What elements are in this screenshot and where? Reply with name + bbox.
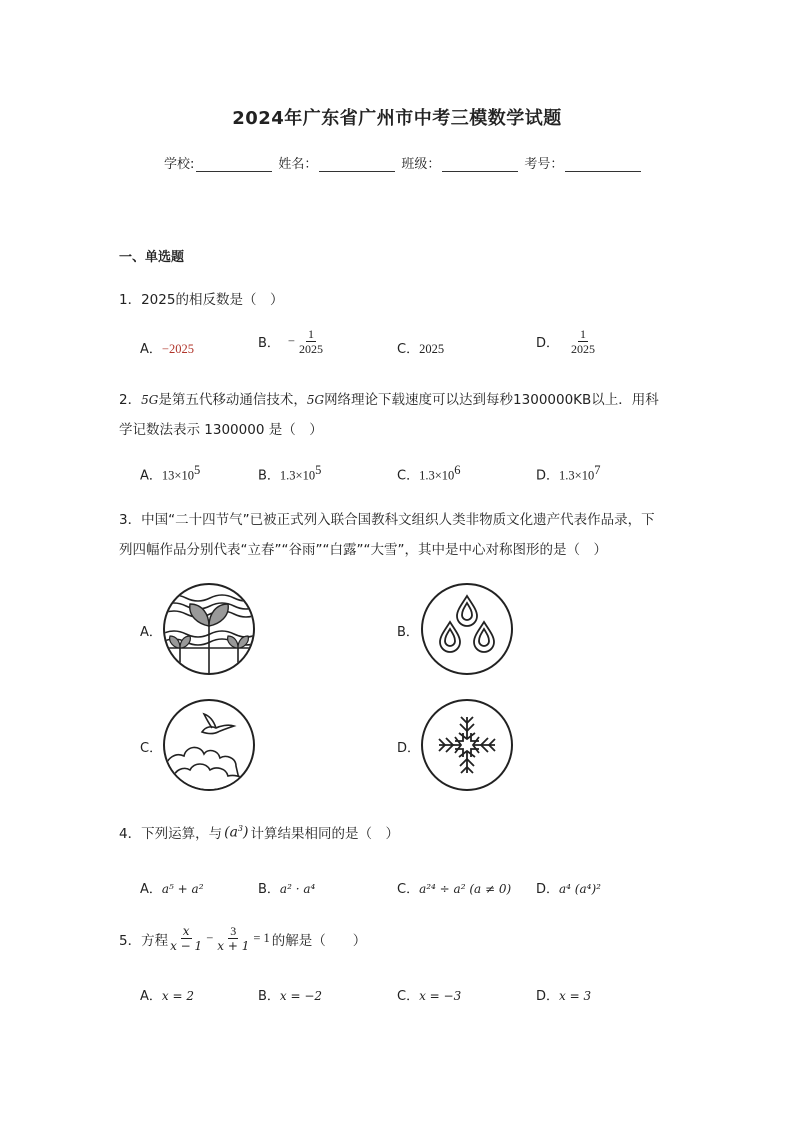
option-expression: a² · a⁴: [279, 882, 316, 896]
fraction-1: [168, 924, 204, 953]
base: 1.3×10: [419, 468, 455, 483]
q1-option-c: [397, 338, 444, 357]
q3-option-c-label: C．: [140, 741, 163, 756]
option-label: C．: [397, 882, 420, 897]
text-segment: 计算结果相同的是（ ）: [250, 826, 399, 842]
base: a: [229, 824, 238, 841]
guyu-raindrops-figure[interactable]: [420, 582, 514, 676]
exponent: 5: [193, 463, 201, 477]
option-expression: x = 3: [559, 989, 592, 1003]
option-label: D．: [536, 468, 560, 484]
q2-option-d: [536, 463, 600, 483]
q4-option-a: [140, 878, 204, 897]
number-blank[interactable]: [565, 157, 641, 172]
option-label: D．: [536, 882, 560, 897]
q5-option-a: [140, 985, 194, 1004]
q1-option-a: [140, 338, 194, 357]
option-expression: a⁵ + a²: [161, 882, 204, 896]
fraction: [297, 327, 325, 356]
option-label: B．: [258, 882, 280, 897]
exponent: 6: [454, 463, 461, 477]
text-segment: 的解是（ ）: [271, 932, 367, 949]
option-label: A．: [140, 882, 162, 897]
q3-option-a-label: A．: [140, 625, 162, 640]
base: 13×10: [161, 468, 194, 483]
option-label: A．: [140, 468, 162, 484]
question-4-stem: [119, 822, 399, 842]
option-label: B．: [258, 336, 280, 351]
denominator: 2025: [298, 342, 323, 356]
question-3-line-2: 列四幅作品分别代表“立春”“谷雨”“白露”“大雪”，其中是中心对称图形的是（ ）: [119, 542, 607, 558]
q4-option-b: [258, 878, 315, 897]
expression-power: $(a^3)$: [224, 823, 249, 841]
school-blank[interactable]: [196, 157, 272, 172]
option-label: B．: [258, 989, 280, 1004]
text-segment: 4．下列运算，与: [119, 826, 223, 842]
option-value: 2025: [419, 342, 445, 356]
fraction-2: [215, 924, 251, 953]
bailu-bird-figure[interactable]: [162, 698, 256, 792]
page-title: 2024年广东省广州市中考三模数学试题: [232, 108, 562, 129]
numerator: x: [182, 924, 190, 938]
q3-option-d-label: D．: [397, 741, 421, 756]
option-label: A．: [140, 989, 162, 1004]
class-field: [401, 153, 518, 172]
option-value: −2025: [161, 342, 194, 356]
option-label: D．: [536, 336, 560, 351]
denominator: x + 1: [217, 939, 250, 953]
minus-sign: −: [287, 334, 295, 348]
q3-option-b-label: B．: [397, 625, 419, 640]
term-5g: 5G: [306, 393, 325, 407]
number-field: [524, 153, 641, 172]
q1-option-d: [536, 327, 597, 356]
exponent: 5: [315, 463, 322, 477]
exponent: 3: [237, 823, 244, 833]
numerator: 1: [580, 327, 587, 341]
student-info-line: [164, 153, 647, 172]
option-label: C．: [397, 468, 420, 484]
q2-option-c: [397, 463, 461, 483]
school-label: 学校:: [164, 157, 195, 172]
question-2-line-2: 学记数法表示 1300000 是（ ）: [119, 422, 323, 438]
q5-option-c: [397, 985, 461, 1004]
school-field: [164, 153, 272, 172]
minus-sign: −: [206, 931, 214, 945]
numerator: 3: [230, 924, 237, 938]
denominator: 2025: [571, 342, 596, 356]
fraction: [569, 327, 597, 356]
lichun-sprout-figure[interactable]: [162, 582, 256, 676]
equals-one: = 1: [253, 931, 270, 945]
name-field: [278, 153, 395, 172]
question-3-line-1: 3．中国“二十四节气”已被正式列入联合国教科文组织人类非物质文化遗产代表作品录，下: [119, 512, 655, 528]
base: 1.3×10: [559, 468, 595, 483]
class-blank[interactable]: [442, 157, 518, 172]
base: 1.3×10: [279, 468, 316, 483]
q2-option-a: [140, 463, 200, 483]
option-expression: a²⁴ ÷ a² (a ≠ 0): [419, 882, 512, 896]
option-label: B．: [258, 468, 280, 484]
class-label: 班级：: [401, 157, 441, 172]
exponent: 7: [594, 463, 601, 477]
numerator: 1: [307, 327, 314, 341]
q5-option-b: [258, 985, 322, 1004]
name-label: 姓名：: [278, 157, 318, 172]
option-expression: a⁴ (a⁴)²: [559, 882, 601, 896]
question-5-stem: [119, 924, 366, 953]
option-label: C．: [397, 989, 420, 1004]
denominator: x − 1: [170, 939, 203, 953]
question-1-stem: 1．2025的相反数是（ ）: [119, 292, 284, 308]
section-heading: 一、单选题: [119, 250, 185, 265]
q2-option-b: [258, 463, 321, 483]
text-segment: 是第五代移动通信技术，: [158, 392, 307, 408]
text-segment: 5．方程: [119, 932, 169, 949]
option-label: C．: [397, 342, 420, 357]
term-5g: 5G: [141, 393, 159, 407]
name-blank[interactable]: [319, 157, 395, 172]
option-label: A．: [140, 342, 162, 357]
option-expression: x = 2: [161, 989, 194, 1003]
q5-option-d: [536, 985, 591, 1004]
option-expression: x = −2: [279, 989, 323, 1003]
number-label: 考号：: [524, 157, 564, 172]
question-number: 2．: [119, 392, 142, 408]
q4-option-d: [536, 878, 601, 897]
question-2-line-1: [119, 388, 659, 408]
text-segment: 网络理论下载速度可以达到每秒1300000KB以上．用科: [324, 392, 659, 408]
daxue-snowflake-figure[interactable]: [420, 698, 514, 792]
q1-option-b: [258, 327, 325, 356]
option-expression: x = −3: [419, 989, 462, 1003]
q4-option-c: [397, 878, 511, 897]
option-label: D．: [536, 989, 560, 1004]
